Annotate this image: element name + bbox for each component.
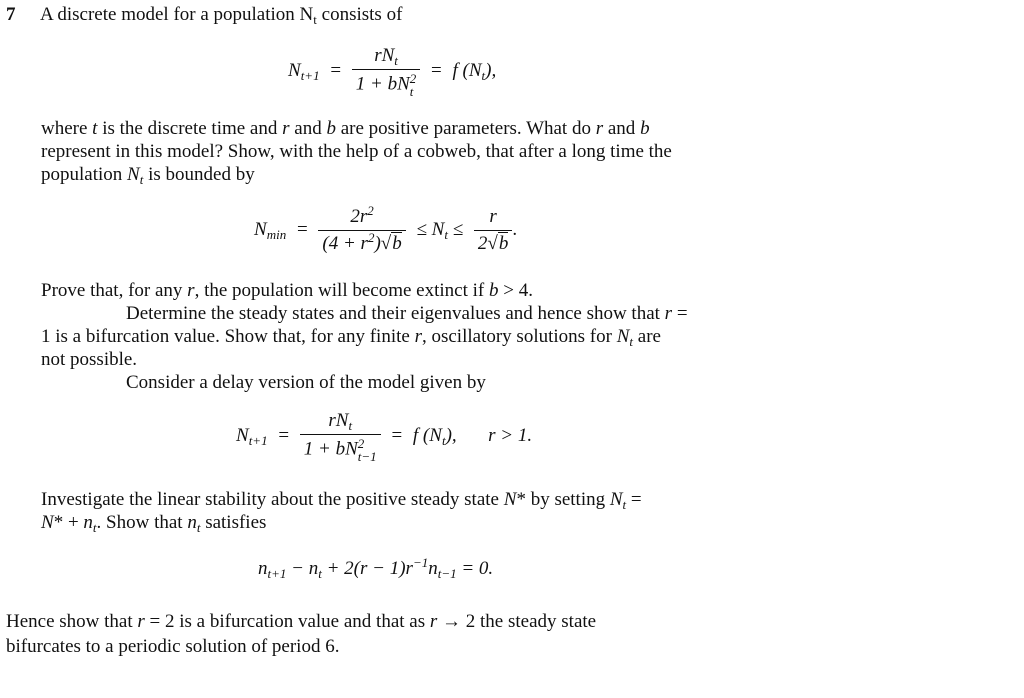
eq2-denominator-2: 2√b <box>474 230 512 255</box>
eq4-expression: $n_{t+1} - n_t + 2(r - 1)r^{-1}n_{t-1} = 0$. <box>258 555 494 581</box>
eq2-numerator: $2r^2$ <box>350 203 374 227</box>
conclusion-line-1: Hence show that r = 2 is a bifurcation value and that as r → 2 the steady state <box>6 611 597 632</box>
eq3-rhs: f $(N_t)$, <box>412 424 457 448</box>
para3-line-2: $N* + n_t$. Show that $n_t$ satisfies <box>41 512 267 535</box>
eq1-denominator: 1 + bN 2 t <box>352 69 421 98</box>
equation-3: $N_{t+1}$ = $rN_t$ 1 + bN 2 t−1 = f $(N_t)$, r > 1. <box>236 410 533 464</box>
intro-text: A discrete model for a population $N_t$ consists of <box>39 4 403 27</box>
para2-line-2: Determine the steady states and their eigenvalues and hence show that r = <box>126 303 688 324</box>
eq3-condition: r > 1. <box>488 424 533 446</box>
conclusion-line-2: bifurcates to a periodic solution of period 6. <box>6 636 340 657</box>
eq1-lhs: $N_{t+1}$ <box>288 59 320 83</box>
para2-line-3: 1 is a bifurcation value. Show that, for any finite r, oscillatory solutions for $N_t$ are <box>41 326 661 349</box>
para2-line-4: not possible. <box>41 349 138 370</box>
eq2-numerator-2: r <box>489 206 497 227</box>
problem-number: 7 <box>6 4 16 25</box>
eq3-lhs: $N_{t+1}$ <box>236 424 268 448</box>
equation-2: $N_{min}$ = $\frac{2r^2}{(4 + r^2)√b}$ ≤ $N_t$ ≤ $\frac{r}{2√b}$ . <box>254 203 518 254</box>
para3-line-1: Investigate the linear stability about the positive steady state N* by setting $N_t$ = <box>41 489 642 512</box>
equation-1: $N_{t+1}$ = $rN_t$ 1 + bN 2 t = f $(N_t)$, <box>288 45 497 99</box>
eq3-denominator: 1 + bN 2 t−1 <box>300 434 381 463</box>
para2-line-1: Prove that, for any r, the population will become extinct if b > 4. <box>41 280 533 301</box>
para1-line-3: population $N_t$ is bounded by <box>41 164 255 187</box>
para2-line-5: Consider a delay version of the model given by <box>126 372 486 393</box>
eq1-rhs: f $(N_t)$, <box>452 59 497 83</box>
equation-4 <box>258 555 494 581</box>
eq2-middle: ≤ $N_t$ ≤ <box>416 218 464 242</box>
eq1-numerator: $rN_t$ <box>374 45 398 68</box>
eq3-numerator: $rN_t$ <box>328 410 353 433</box>
eq2-denominator: $(4 + r^2)√b$ <box>318 230 405 255</box>
para1-line-1: where t is the discrete time and r and b are positive parameters. What do r and b <box>41 118 650 139</box>
eq2-lhs: $N_{min}$ <box>254 218 287 242</box>
para1-line-2: represent in this model? Show, with the help of a cobweb, that after a long time the <box>41 141 672 162</box>
